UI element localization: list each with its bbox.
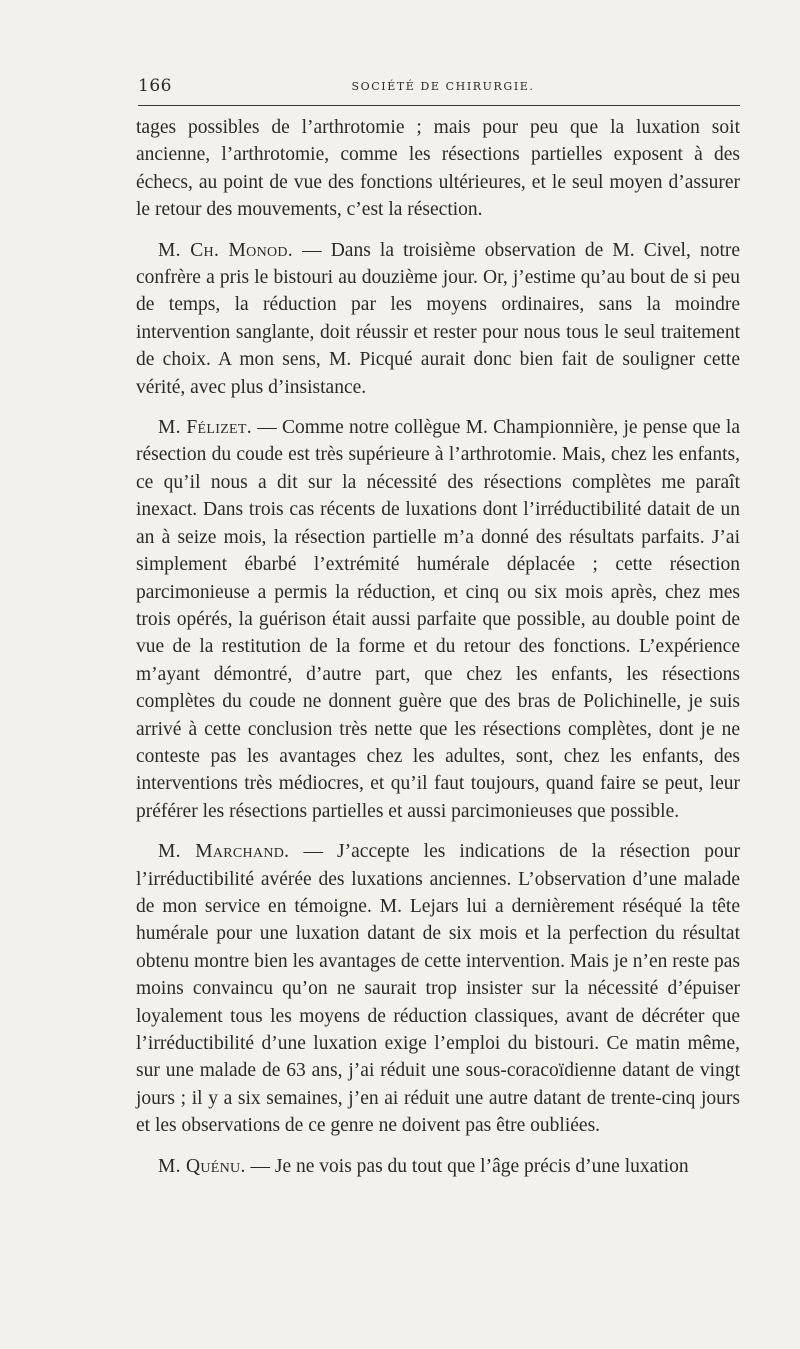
paragraph-text: — Je ne vois pas du tout que l’âge précis d’une luxation <box>245 1155 689 1177</box>
speaker-name: M. Félizet. <box>158 417 252 439</box>
running-head: SOCIÉTÉ DE CHIRURGIE. <box>351 80 535 93</box>
speaker-name: M. Marchand. <box>158 841 290 863</box>
speaker-name: M. Quénu. <box>158 1155 246 1177</box>
header-rule <box>138 105 740 106</box>
speaker-name: M. Ch. Monod. <box>158 239 293 261</box>
paragraph-quenu <box>136 1153 740 1180</box>
paragraph-text: — Dans la troisième observation de M. Civel, notre confrère a pris le bistouri au douzième jour. Or, j’estime qu’au bout de si peu de temps, la réduction par les moyens ordinaires, sans la moindre intervention sanglante, doit réussir et rester pour nous tous le seul traitement de choix. A mon sens, M. Picqué aurait donc bien fait de souligner cette vérité, avec plus d’insistance. <box>136 239 741 398</box>
paragraph-marchand <box>136 838 740 1139</box>
paragraph-text: — Comme notre collègue M. Championnière, je pense que la résection du coude est très supérieure à l’arthrotomie. Mais, chez les enfants, ce qu’il nous a dit sur la nécessité des résections complètes me paraît inexact. Dans trois cas récents de luxations dont l’irréductibilité datait de un an à seize mois, la résection partielle m’a donné des résultats parfaits. J’ai simplement ébarbé l’extrémité humérale déplacée ; cette résection parcimonieuse a permis la réduction, et cinq ou six mois après, chez mes trois opérés, la guérison était aussi parfaite que possible, au double point de vue de la restitution de la forme et du retour des fonctions. L’expérience m’ayant démontré, d’autre part, que chez les enfants, les résections complètes du coude ne donnent guère que des bras de Polichinelle, je suis arrivé à cette conclusion très nette que les résections complètes, dont je ne conteste pas les avantages chez les adultes, sont, chez les enfants, des interventions très médiocres, et qu’il faut toujours, quand faire se peut, leur préférer les résections partielles et aussi parcimonieuses que possible. <box>136 417 741 822</box>
page-number: 166 <box>138 76 172 96</box>
paragraph-continuation <box>136 114 740 224</box>
paragraph-text: — J’accepte les indications de la résection pour l’irréductibilité avérée des luxations anciennes. L’observation d’une malade de mon service en témoigne. M. Lejars lui a dernièrement réséqué la tête humérale pour une luxation datant de six mois et la perfection du résultat obtenu montre bien les avantages de cette intervention. Mais je n’en reste pas moins convaincu qu’on ne saurait trop insister sur la nécessité d’épuiser loyalement tous les moyens de réduction classiques, avant de décréter que l’irréductibilité d’une luxation exige l’emploi du bistouri. Ce matin même, sur une malade de 63 ans, j’ai réduit une sous-coracoïdienne datant de vingt jours ; il y a six semaines, j’en ai réduit une autre datant de trente-cinq jours et les observations de ce genre ne doivent pas être oubliées. <box>136 841 740 1137</box>
paragraph-monod <box>136 237 740 401</box>
paragraph-text: tages possibles de l’arthrotomie ; mais pour peu que la luxation soit ancienne, l’arthrotomie, comme les résections partielles exposent à des échecs, au point de vue des fonctions ultérieures, et le seul moyen d’assurer le retour des mouvements, c’est la résection. <box>136 117 740 221</box>
page-header <box>138 70 740 102</box>
body-text <box>136 114 740 1193</box>
paragraph-felizet <box>136 414 740 825</box>
